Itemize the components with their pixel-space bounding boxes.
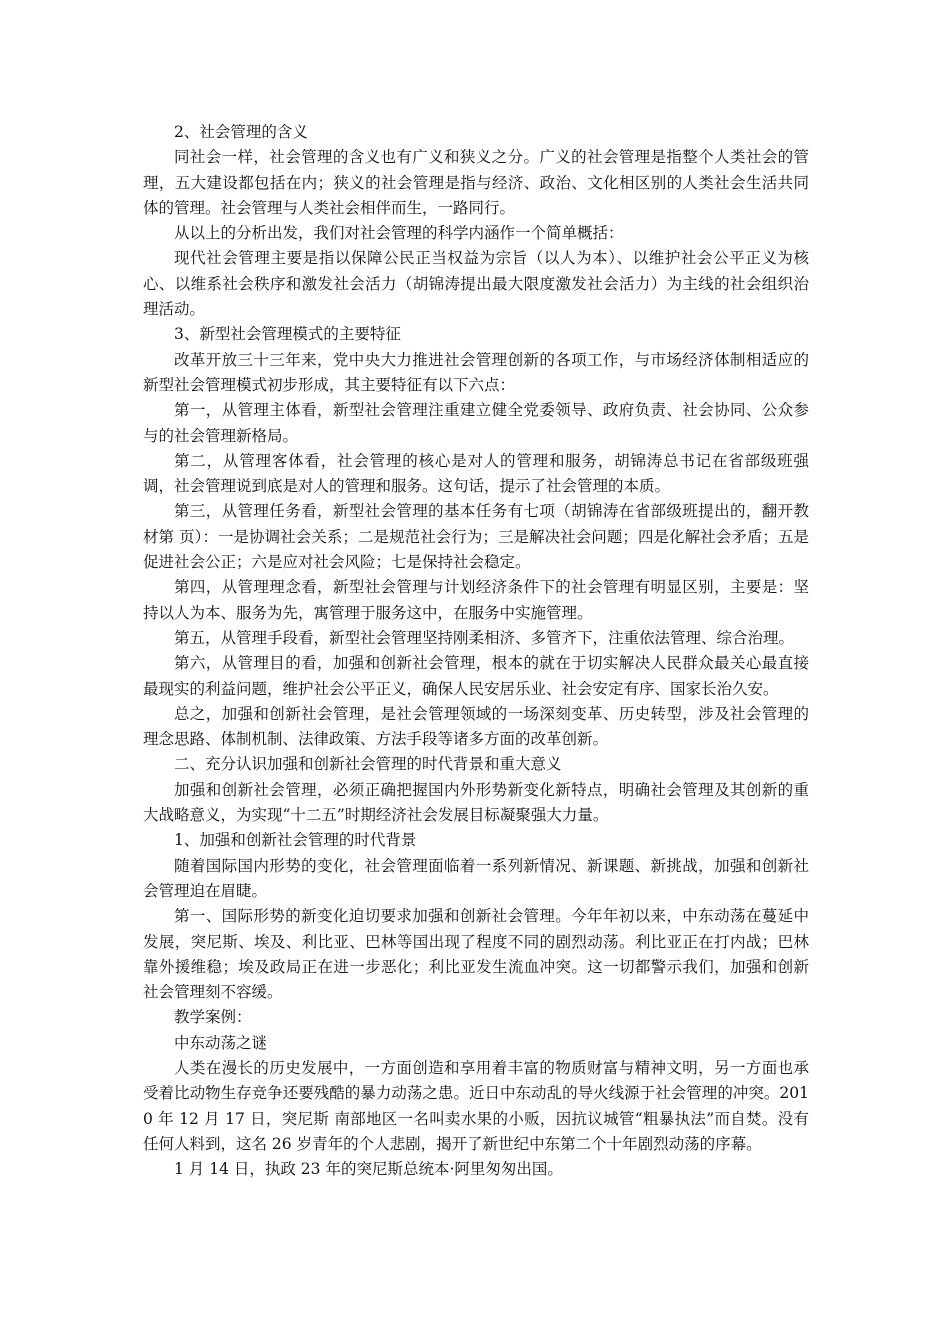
body-paragraph: 第五，从管理手段看，新型社会管理坚持刚柔相济、多管齐下，注重依法管理、综合治理。 — [174, 628, 795, 647]
body-paragraph: 第二，从管理客体看，社会管理的核心是对人的管理和服务，胡锦涛总书记在省部级班强调，社会管理说到底是对人的管理和服务。这句话，提示了社会管理的本质。 — [143, 451, 809, 496]
body-paragraph: 人类在漫长的历史发展中，一方面创造和享用着丰富的物质财富与精神文明，另一方面也承受着比动物生存竞争还要残酷的暴力动荡之患。近日中东动乱的导火线源于社会管理的冲突。2010 年 12 月 17 日，突尼斯 南部地区一名叫卖水果的小贩，因抗议城管“粗暴执法”而自焚。没有任何人料到，这名 26 岁青年的个人悲剧，揭开了新世纪中东第二个十年剧烈动荡的序幕。 — [143, 1058, 809, 1153]
body-paragraph: 随着国际国内形势的变化，社会管理面临着一系列新情况、新课题、新挑战，加强和创新社会管理迫在眉睫。 — [143, 856, 809, 900]
body-paragraph: 同社会一样，社会管理的含义也有广义和狭义之分。广义的社会管理是指整个人类社会的管理，五大建设都包括在内；狭义的社会管理是指与经济、政治、文化相区别的人类社会生活共同体的管理。社会管理与人类社会相伴而生，一路同行。 — [143, 148, 809, 217]
body-paragraph: 总之，加强和创新社会管理，是社会管理领域的一场深刻变革、历史转型，涉及社会管理的理念思路、体制机制、法律政策、方法手段等诸多方面的改革创新。 — [143, 704, 809, 749]
body-paragraph: 1 月 14 日，执政 23 年的突尼斯总统本·阿里匆匆出国。 — [174, 1160, 563, 1179]
case-title: 中东动荡之谜 — [174, 1033, 268, 1052]
body-paragraph: 改革开放三十三年来，党中央大力推进社会管理创新的各项工作，与市场经济体制相适应的新型社会管理模式初步形成，其主要特征有以下六点： — [143, 350, 809, 394]
body-paragraph: 从以上的分析出发，我们对社会管理的科学内涵作一个简单概括： — [174, 224, 624, 243]
case-label: 教学案例： — [174, 1008, 252, 1027]
document-page — [143, 120, 809, 1182]
body-paragraph: 加强和创新社会管理，必须正确把握国内外形势新变化新特点，明确社会管理及其创新的重大战略意义，为实现“十二五”时期经济社会发展目标凝聚强大力量。 — [143, 780, 809, 825]
body-paragraph: 第六，从管理目的看，加强和创新社会管理，根本的就在于切实解决人民群众最关心最直接最现实的利益问题，维护社会公平正义，确保人民安居乐业、社会安定有序、国家长治久安。 — [143, 654, 809, 698]
body-paragraph: 第四，从管理理念看，新型社会管理与计划经济条件下的社会管理有明显区别，主要是：坚持以人为本、服务为先，寓管理于服务这中，在服务中实施管理。 — [143, 578, 809, 622]
subsection-heading: 1、加强和创新社会管理的时代背景 — [174, 831, 417, 850]
section-heading-meaning: 2、社会管理的含义 — [174, 123, 308, 141]
body-paragraph: 第一，从管理主体看，新型社会管理注重建立健全党委领导、政府负责、社会协同、公众参与的社会管理新格局。 — [143, 401, 809, 445]
body-paragraph: 第一、国际形势的新变化迫切要求加强和创新社会管理。今年年初以来，中东动荡在蔓延中发展，突尼斯、埃及、利比亚、巴林等国出现了程度不同的剧烈动荡。利比亚正在打内战；巴林靠外援维稳；埃及政局正在进一步恶化；利比亚发生流血冲突。这一切都警示我们，加强和创新社会管理刻不容缓。 — [143, 907, 809, 1002]
section-heading-features: 3、新型社会管理模式的主要特征 — [174, 325, 401, 344]
body-paragraph: 第三，从管理任务看，新型社会管理的基本任务有七项（胡锦涛在省部级班提出的，翻开教材第 页）：一是协调社会关系；二是规范社会行为；三是解决社会问题；四是化解社会矛盾；五是促进社会公正；六是应对社会风险；七是保持社会稳定。 — [143, 502, 809, 572]
body-paragraph: 现代社会管理主要是指以保障公民正当权益为宗旨（以人为本）、以维护社会公平正义为核心、以维系社会秩序和激发社会活力（胡锦涛提出最大限度激发社会活力）为主线的社会组织治理活动。 — [143, 249, 809, 319]
section-heading-background: 二、充分认识加强和创新社会管理的时代背景和重大意义 — [174, 755, 562, 774]
